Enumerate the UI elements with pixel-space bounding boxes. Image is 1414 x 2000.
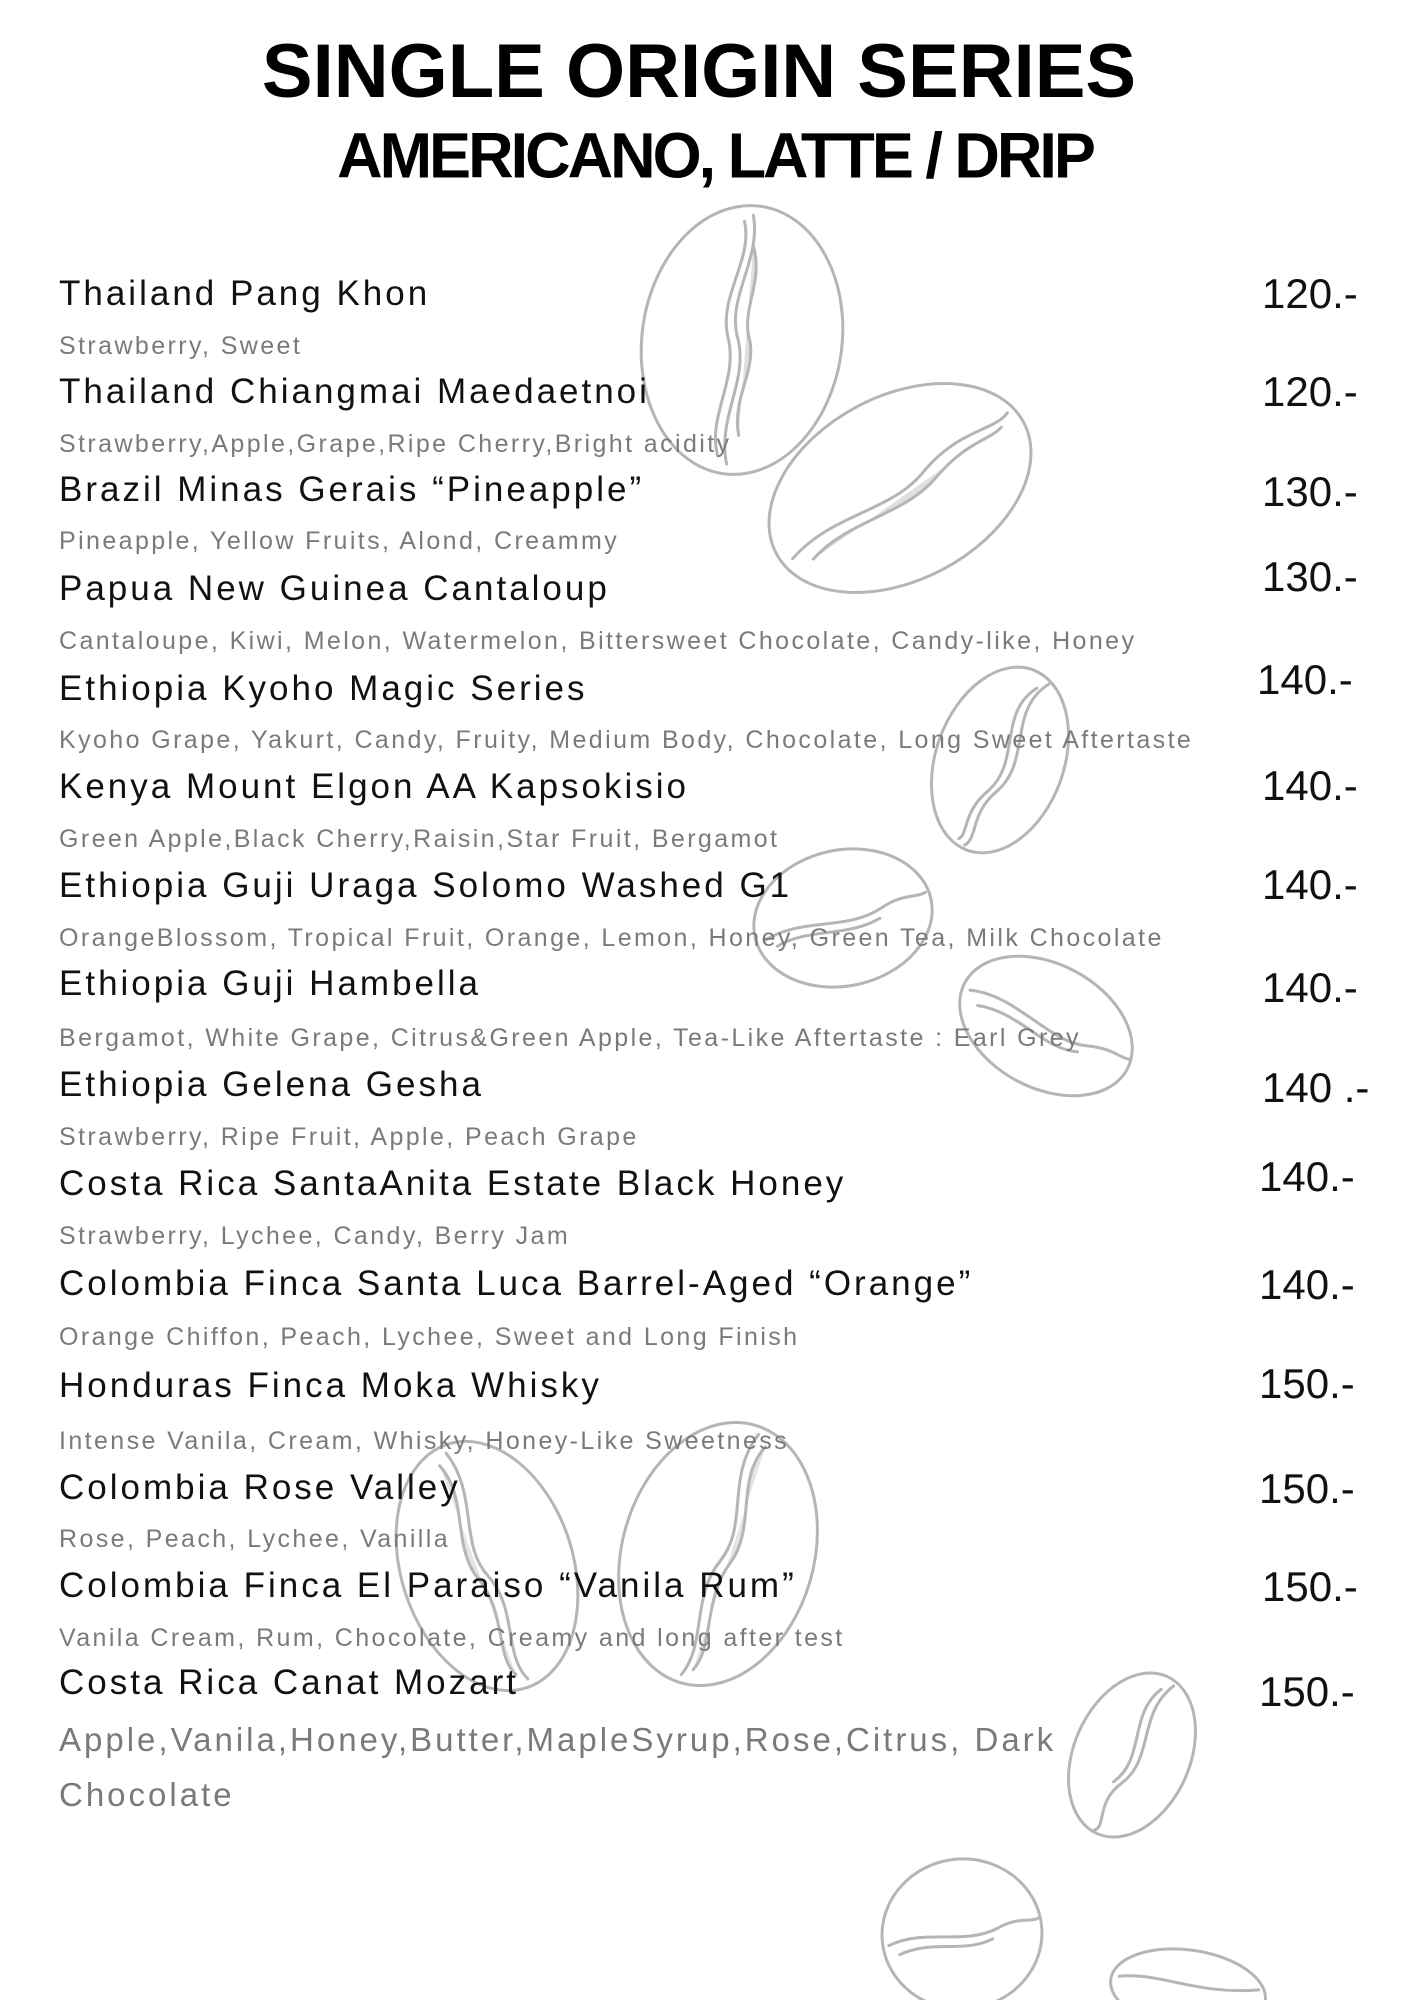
menu-item-notes: Strawberry,Apple,Grape,Ripe Cherry,Bright acidity bbox=[59, 430, 732, 458]
menu-item-name: Ethiopia Guji Uraga Solomo Washed G1 bbox=[59, 866, 793, 905]
menu-item-name: Colombia Finca El Paraiso “Vanila Rum” bbox=[59, 1566, 797, 1605]
menu-item-name: Ethiopia Gelena Gesha bbox=[59, 1065, 484, 1104]
menu-item-price: 120.- bbox=[1262, 270, 1358, 317]
menu-item-name: Ethiopia Guji Hambella bbox=[59, 964, 482, 1003]
menu-item-name: Honduras Finca Moka Whisky bbox=[59, 1366, 602, 1405]
menu-item-notes: Green Apple,Black Cherry,Raisin,Star Fruit, Bergamot bbox=[59, 825, 780, 853]
menu-subtitle: AMERICANO, LATTE / DRIP bbox=[337, 120, 1093, 192]
menu-item-price: 150.- bbox=[1262, 1563, 1358, 1610]
menu-item-price: 120.- bbox=[1262, 368, 1358, 415]
menu-item-name: Costa Rica Canat Mozart bbox=[59, 1663, 519, 1702]
menu-item-price: 150.- bbox=[1259, 1360, 1355, 1407]
menu-item-name: Ethiopia Kyoho Magic Series bbox=[59, 669, 588, 708]
menu-item-price: 140.- bbox=[1262, 762, 1358, 809]
menu-item-notes: OrangeBlossom, Tropical Fruit, Orange, Lemon, Honey, Green Tea, Milk Chocolate bbox=[59, 924, 1164, 952]
menu-item-name: Colombia Finca Santa Luca Barrel-Aged “Orange” bbox=[59, 1264, 974, 1303]
menu-item-notes: Rose, Peach, Lychee, Vanilla bbox=[59, 1525, 451, 1553]
menu-item-notes: Intense Vanila, Cream, Whisky, Honey-Like Sweetness bbox=[59, 1427, 790, 1455]
menu-item-price: 140.- bbox=[1259, 1261, 1355, 1308]
menu-item-name: Costa Rica SantaAnita Estate Black Honey bbox=[59, 1164, 847, 1203]
menu-item-price: 140.- bbox=[1259, 1153, 1355, 1200]
menu-item-name: Thailand Pang Khon bbox=[59, 274, 431, 313]
menu-item-notes: Pineapple, Yellow Fruits, Alond, Creammy bbox=[59, 527, 620, 555]
menu-item-price: 150.- bbox=[1259, 1668, 1355, 1715]
menu-item-price: 130.- bbox=[1262, 468, 1358, 515]
menu-item-name: Papua New Guinea Cantaloup bbox=[59, 569, 610, 608]
menu-item-name: Thailand Chiangmai Maedaetnoi bbox=[59, 372, 650, 411]
menu-item-notes: Kyoho Grape, Yakurt, Candy, Fruity, Medium Body, Chocolate, Long Sweet Aftertaste bbox=[59, 726, 1194, 754]
menu-item-price: 140 .- bbox=[1262, 1064, 1370, 1111]
menu-item-notes: Cantaloupe, Kiwi, Melon, Watermelon, Bittersweet Chocolate, Candy-like, Honey bbox=[59, 627, 1137, 655]
menu-item-notes: Vanila Cream, Rum, Chocolate, Creamy and long after test bbox=[59, 1624, 845, 1652]
menu-item-notes: Bergamot, White Grape, Citrus&Green Apple, Tea-Like Aftertaste : Earl Grey bbox=[59, 1024, 1081, 1052]
menu-item-name: Brazil Minas Gerais “Pineapple” bbox=[59, 470, 645, 509]
menu-item-notes: Strawberry, Lychee, Candy, Berry Jam bbox=[59, 1222, 571, 1250]
menu-item-price: 140.- bbox=[1257, 656, 1353, 703]
menu-item-name: Colombia Rose Valley bbox=[59, 1468, 461, 1507]
menu-item-name: Kenya Mount Elgon AA Kapsokisio bbox=[59, 767, 690, 806]
menu-item-notes: Orange Chiffon, Peach, Lychee, Sweet and Long Finish bbox=[59, 1323, 800, 1351]
menu-item-notes: Strawberry, Sweet bbox=[59, 332, 303, 360]
menu-item-price: 140.- bbox=[1262, 861, 1358, 908]
menu-title: SINGLE ORIGIN SERIES bbox=[261, 29, 1137, 114]
menu-item-price: 150.- bbox=[1259, 1465, 1355, 1512]
menu-item-price: 130.- bbox=[1262, 553, 1358, 600]
menu-item-notes: Apple,Vanila,Honey,Butter,MapleSyrup,Rose,Citrus, Dark Chocolate bbox=[59, 1721, 1057, 1813]
menu-item-price: 140.- bbox=[1262, 964, 1358, 1011]
menu-item-notes: Strawberry, Ripe Fruit, Apple, Peach Grape bbox=[59, 1123, 639, 1151]
